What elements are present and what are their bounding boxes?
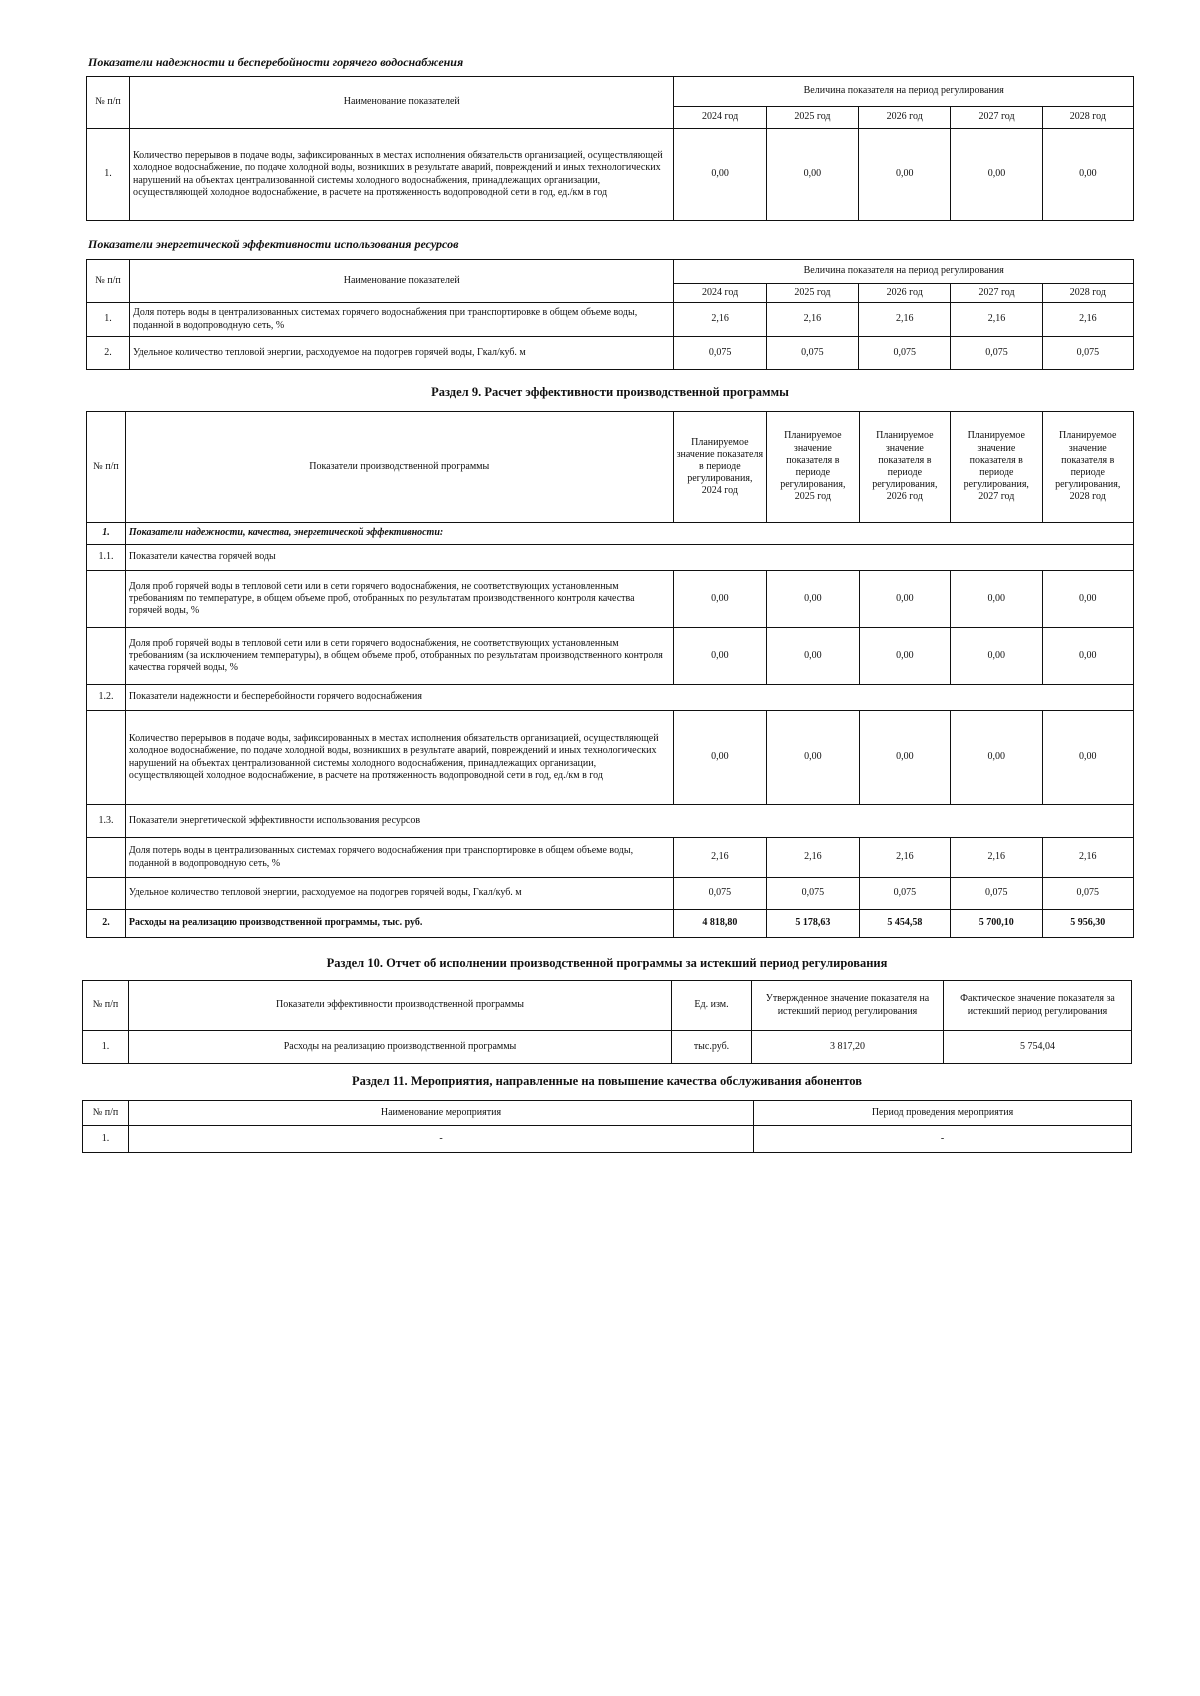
indicator-name: Доля проб горячей воды в тепловой сети или в сети горячего водоснабжения, не соответствующих установленным требованиям по температуре, в общем объеме проб, отобранных по результатам производственного контроля качества горячей воды, %: [125, 571, 673, 628]
indicator-value: 0,075: [859, 337, 951, 370]
section-number: 1.1.: [87, 545, 126, 571]
total-number: 2.: [87, 910, 126, 938]
activity-name: -: [129, 1126, 754, 1153]
column-header-year: 2028 год: [1042, 284, 1133, 303]
indicator-value: 2,16: [951, 303, 1042, 337]
column-header-number: № п/п: [87, 412, 126, 523]
section10-heading: Раздел 10. Отчет об исполнении производственной программы за истекший период регулирования: [326, 956, 888, 970]
indicator-value: 0,075: [1042, 878, 1133, 910]
column-header-year: Планируемое значение показателя в периоде регулирования, 2028 год: [1042, 412, 1133, 523]
indicator-value: 0,075: [951, 878, 1042, 910]
column-header-group: Величина показателя на период регулирования: [674, 260, 1134, 284]
activity-period: -: [754, 1126, 1132, 1153]
energy-table: [86, 259, 1134, 370]
indicator-value: 0,00: [673, 571, 767, 628]
column-header-year: 2026 год: [859, 284, 951, 303]
indicator-value: 0,00: [951, 628, 1042, 685]
actual-value: 5 754,04: [944, 1031, 1132, 1064]
unit-value: тыс.руб.: [672, 1031, 752, 1064]
column-header-year: 2025 год: [766, 284, 858, 303]
row-number: 1.: [87, 129, 130, 221]
column-header-group: Величина показателя на период регулирования: [674, 77, 1134, 107]
indicator-value: 2,16: [674, 303, 766, 337]
column-header-number: № п/п: [83, 1101, 129, 1126]
total-label: Расходы на реализацию производственной программы, тыс. руб.: [125, 910, 673, 938]
column-header-year: 2024 год: [674, 284, 766, 303]
column-header-actual: Фактическое значение показателя за истекший период регулирования: [944, 981, 1132, 1031]
indicator-name: Доля проб горячей воды в тепловой сети или в сети горячего водоснабжения, не соответствующих установленным требованиям (за исключением температуры), в общем объеме проб, отобранных по результатам производственного контроля качества горячей воды, %: [125, 628, 673, 685]
indicator-value: 0,00: [951, 129, 1042, 221]
indicator-value: 2,16: [673, 838, 767, 878]
indicator-value: 0,00: [673, 711, 767, 805]
indicator-value: 0,00: [766, 129, 858, 221]
section-label: Показатели качества горячей воды: [125, 545, 1133, 571]
row-number: 1.: [83, 1126, 129, 1153]
section11-heading: Раздел 11. Мероприятия, направленные на повышение качества обслуживания абонентов: [352, 1074, 862, 1088]
row-number: 1.: [83, 1031, 129, 1064]
column-header-year: Планируемое значение показателя в периоде регулирования, 2026 год: [859, 412, 950, 523]
column-header-year: 2027 год: [951, 284, 1042, 303]
column-header-year: 2026 год: [859, 107, 951, 129]
group-label: Показатели надежности, качества, энергетической эффективности:: [125, 523, 1133, 545]
indicator-value: 2,16: [1042, 838, 1133, 878]
indicator-value: 2,16: [859, 838, 950, 878]
total-value: 5 454,58: [859, 910, 950, 938]
indicator-value: 0,00: [767, 628, 860, 685]
column-header-year: 2028 год: [1042, 107, 1133, 129]
column-header-year: Планируемое значение показателя в периоде регулирования, 2024 год: [673, 412, 767, 523]
row-number: [87, 571, 126, 628]
indicator-value: 0,00: [951, 571, 1042, 628]
column-header-year: Планируемое значение показателя в периоде регулирования, 2025 год: [767, 412, 860, 523]
row-number: [87, 628, 126, 685]
row-number: 2.: [87, 337, 130, 370]
section11-table: [82, 1100, 1132, 1153]
energy-heading: Показатели энергетической эффективности использования ресурсов: [88, 237, 459, 251]
column-header-number: № п/п: [87, 77, 130, 129]
indicator-value: 0,00: [1042, 628, 1133, 685]
total-value: 4 818,80: [673, 910, 767, 938]
indicator-name: Доля потерь воды в централизованных системах горячего водоснабжения при транспортировке в общем объеме воды, поданной в водопроводную сеть, %: [125, 838, 673, 878]
section9-heading: Раздел 9. Расчет эффективности производственной программы: [431, 385, 789, 399]
indicator-value: 2,16: [951, 838, 1042, 878]
indicator-value: 0,075: [766, 337, 858, 370]
group-number: 1.: [87, 523, 126, 545]
column-header-period: Период проведения мероприятия: [754, 1101, 1132, 1126]
indicator-value: 0,00: [1042, 571, 1133, 628]
indicator-value: 2,16: [859, 303, 951, 337]
column-header-unit: Ед. изм.: [672, 981, 752, 1031]
total-value: 5 956,30: [1042, 910, 1133, 938]
indicator-name: Удельное количество тепловой энергии, расходуемое на подогрев горячей воды, Гкал/куб. м: [130, 337, 674, 370]
total-value: 5 700,10: [951, 910, 1042, 938]
column-header-year: 2027 год: [951, 107, 1042, 129]
indicator-value: 0,075: [859, 878, 950, 910]
column-header-name: Наименование показателей: [130, 260, 674, 303]
indicator-value: 0,00: [859, 129, 951, 221]
section-label: Показатели энергетической эффективности использования ресурсов: [125, 805, 1133, 838]
column-header-year: 2024 год: [674, 107, 766, 129]
indicator-value: 0,075: [1042, 337, 1133, 370]
approved-value: 3 817,20: [752, 1031, 944, 1064]
section-number: 1.2.: [87, 685, 126, 711]
reliability-table: [86, 76, 1134, 221]
column-header-name: Показатели производственной программы: [125, 412, 673, 523]
column-header-year: Планируемое значение показателя в периоде регулирования, 2027 год: [951, 412, 1042, 523]
column-header-name: Показатели эффективности производственной программы: [129, 981, 672, 1031]
indicator-name: Доля потерь воды в централизованных системах горячего водоснабжения при транспортировке в общем объеме воды, поданной в водопроводную сеть, %: [130, 303, 674, 337]
section10-table: [82, 980, 1132, 1064]
indicator-value: 0,00: [859, 711, 950, 805]
indicator-value: 0,00: [674, 129, 766, 221]
section9-table: [86, 411, 1134, 938]
column-header-approved: Утвержденное значение показателя на истекший период регулирования: [752, 981, 944, 1031]
indicator-value: 0,075: [951, 337, 1042, 370]
indicator-value: 0,00: [673, 628, 767, 685]
indicator-name: Количество перерывов в подаче воды, зафиксированных в местах исполнения обязательств организацией, осуществляющей холодное водоснабжение, по подаче холодной воды, возникших в результате аварий, повреждений и иных технологических нарушений на объектах централизованной системы холодного водоснабжения, принадлежащих организации, осуществляющей холодное водоснабжение, в расчете на протяженность водопроводной сети в год, ед./км в год: [130, 129, 674, 221]
row-number: [87, 711, 126, 805]
column-header-year: 2025 год: [766, 107, 858, 129]
indicator-name: Количество перерывов в подаче воды, зафиксированных в местах исполнения обязательств организацией, осуществляющей холодное водоснабжение, по подаче холодной воды, возникших в результате аварий, повреждений и иных технологических нарушений на объектах централизованной системы холодного водоснабжения, принадлежащих организации, осуществляющей холодное водоснабжение, в расчете на протяженность водопроводной сети в год, ед./км в год: [125, 711, 673, 805]
total-value: 5 178,63: [767, 910, 860, 938]
indicator-value: 0,00: [767, 571, 860, 628]
indicator-value: 0,00: [1042, 711, 1133, 805]
indicator-value: 2,16: [767, 838, 860, 878]
indicator-value: 2,16: [766, 303, 858, 337]
row-number: [87, 878, 126, 910]
indicator-value: 0,075: [674, 337, 766, 370]
indicator-value: 0,00: [1042, 129, 1133, 221]
row-number: 1.: [87, 303, 130, 337]
column-header-number: № п/п: [83, 981, 129, 1031]
column-header-name: Наименование мероприятия: [129, 1101, 754, 1126]
section-number: 1.3.: [87, 805, 126, 838]
indicator-value: 0,00: [859, 571, 950, 628]
indicator-value: 0,00: [951, 711, 1042, 805]
column-header-name: Наименование показателей: [130, 77, 674, 129]
row-number: [87, 838, 126, 878]
indicator-value: 0,075: [673, 878, 767, 910]
indicator-value: 0,00: [859, 628, 950, 685]
indicator-value: 0,075: [767, 878, 860, 910]
indicator-name: Расходы на реализацию производственной программы: [129, 1031, 672, 1064]
indicator-name: Удельное количество тепловой энергии, расходуемое на подогрев горячей воды, Гкал/куб. м: [125, 878, 673, 910]
indicator-value: 2,16: [1042, 303, 1133, 337]
reliability-heading: Показатели надежности и бесперебойности горячего водоснабжения: [88, 55, 464, 69]
column-header-number: № п/п: [87, 260, 130, 303]
indicator-value: 0,00: [767, 711, 860, 805]
section-label: Показатели надежности и бесперебойности горячего водоснабжения: [125, 685, 1133, 711]
